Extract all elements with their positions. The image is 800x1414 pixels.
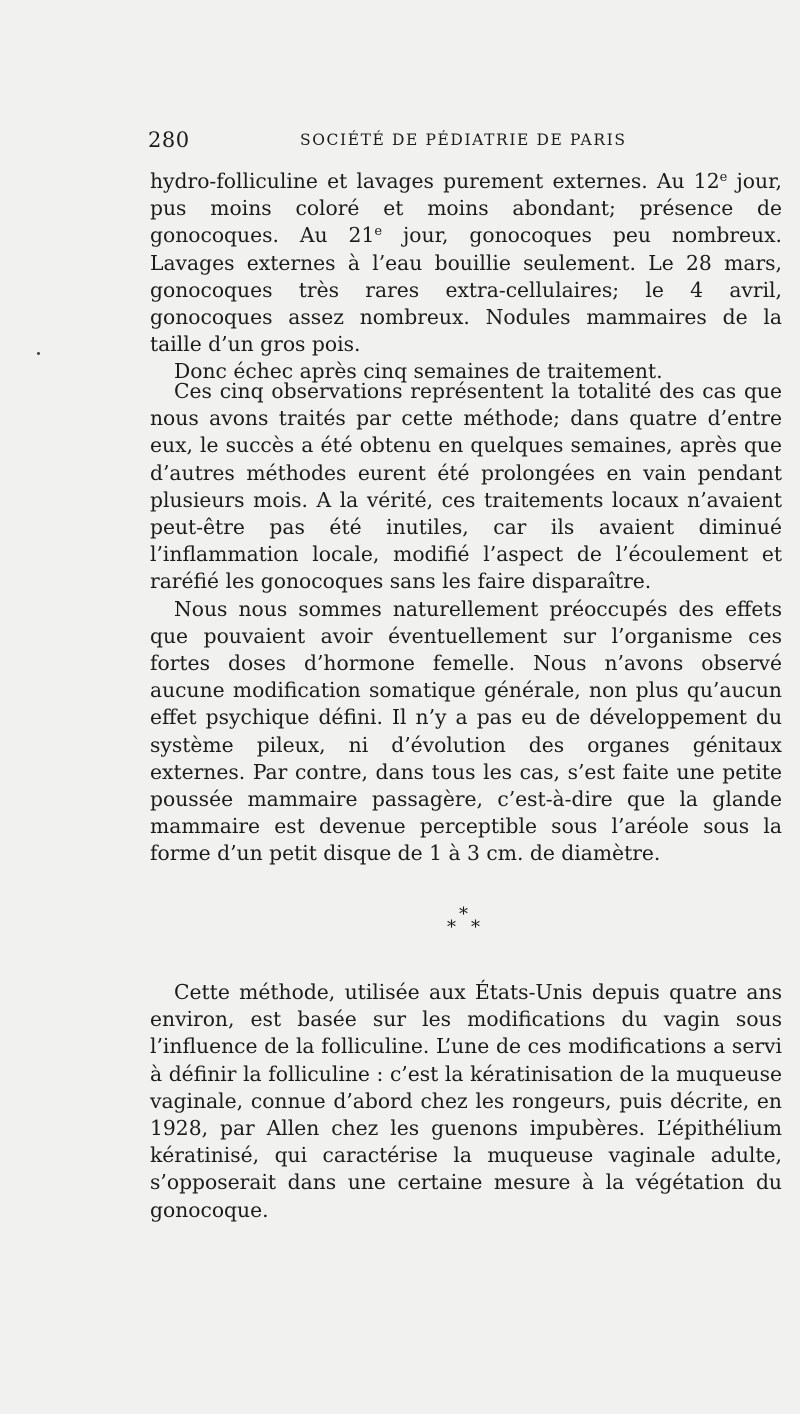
page-number: 280 — [148, 128, 190, 152]
running-title: SOCIÉTÉ DE PÉDIATRIE DE PARIS — [300, 131, 627, 149]
paragraph-text-part: jour, gonocoques peu nombreux. Lavages externes à l’eau bouillie seulement. Le 28 mars, gonocoques très rares extra-cellulaires; le 4 avril, gonocoques assez nombreux. Nodules mammaires de la taille d’un gros pois. — [150, 223, 782, 357]
paragraph-method: Cette méthode, utilisée aux États-Unis depuis quatre ans environ, est basée sur les modifications du vagin sous l’influence de la folliculine. L’une de ces modifications a servi à définir la folliculine : c’est la kératinisation de la muqueuse vaginale, connue d’abord chez les rongeurs, puis décrite, en 1928, par Allen chez les guenons impubères. L’épithélium kératinisé, qui caractérise la muqueuse vaginale adulte, s’opposerait dans une certaine mesure à la végétation du gonocoque. — [150, 980, 782, 1222]
text-block-discussion — [150, 378, 782, 868]
ordinal-superscript: e — [719, 170, 728, 185]
ordinal-superscript: e — [374, 224, 383, 240]
paragraph-conclusion: Donc échec après cinq semaines de traitement. — [174, 359, 663, 384]
paragraph-observations: Ces cinq observations représentent la totalité des cas que nous avons traités par cette méthode; dans quatre d’entre eux, le succès a été obtenu en quelques semaines, après que d’autres méthodes eurent été prolongées en vain pendant plusieurs mois. A la vérité, ces traitements locaux n’avaient peut-être pas été inutiles, car ils avaient diminué l’inflammation locale, modifié l’aspect de l’écoulement et raréfié les gonocoques sans les faire disparaître. — [150, 379, 782, 594]
asterism-star: * — [447, 917, 456, 938]
page-header — [148, 128, 784, 158]
paragraph-hormone-effects: Nous nous sommes naturellement préoccupés des effets que pouvaient avoir éventuellement sur l’organisme ces fortes doses d’hormone femelle. Nous n’avons observé aucune modification somatique générale, non plus qu’aucun effet psychique défini. Il n’y a pas eu de développement du système pileux, ni d’évolution des organes génitaux externes. Par contre, dans tous les cas, s’est faite une petite poussée mammaire passagère, c’est-à-dire que la glande mammaire est devenue perceptible sous l’aréole sous la forme d’un petit disque de 1 à 3 cm. de diamètre. — [150, 596, 782, 866]
text-block-continuation — [150, 168, 782, 386]
asterism-star: * — [471, 917, 480, 938]
paragraph-text-part: hydro-folliculine et lavages purement externes. Au 12 — [150, 169, 720, 193]
scan-speck — [37, 352, 40, 355]
text-block-method — [150, 979, 782, 1224]
section-asterism — [444, 906, 494, 946]
asterism-star: * — [459, 904, 468, 925]
paragraph-text-part: jour, pus moins coloré et moins abondant; présence de gonocoques. Au 21 — [150, 169, 782, 248]
paragraph-continuation — [150, 168, 782, 358]
